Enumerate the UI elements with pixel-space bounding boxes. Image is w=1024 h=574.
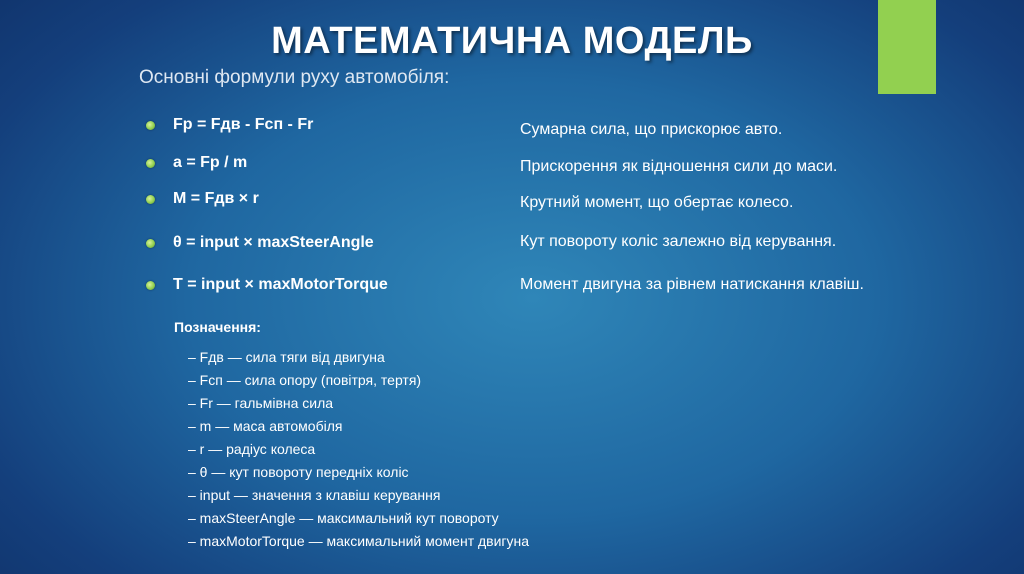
formula-item — [146, 152, 247, 174]
bullet-icon — [146, 121, 155, 130]
formula-text: a = Fр / m — [173, 154, 248, 171]
legend-item: – Fr — гальмівна сила — [188, 395, 334, 411]
legend-item: – Fсп — сила опору (повітря, тертя) — [188, 372, 422, 388]
legend-title: Позначення: — [174, 319, 261, 335]
formula-description: Крутний момент, що обертає колесо. — [520, 194, 794, 211]
slide-subtitle: Основні формули руху автомобіля: — [139, 67, 450, 88]
legend-item: – input — значення з клавіш керування — [188, 487, 441, 503]
bullet-icon — [146, 239, 155, 248]
formula-description: Сумарна сила, що прискорює авто. — [520, 121, 783, 138]
formula-description: Прискорення як відношення сили до маси. — [520, 158, 838, 175]
bullet-icon — [146, 281, 155, 290]
legend-item: – r — радіус колеса — [188, 441, 316, 457]
formula-text: Fр = Fдв - Fсп - Fr — [173, 116, 314, 133]
formula-item — [146, 232, 374, 254]
formula-item — [146, 188, 259, 210]
legend-item: – maxSteerAngle — максимальний кут повороту — [188, 510, 499, 526]
formula-text: M = Fдв × r — [173, 190, 259, 207]
formula-description: Кут повороту коліс залежно від керування. — [520, 233, 837, 250]
legend-item: – θ — кут повороту передніх коліс — [188, 464, 409, 480]
legend-item: – maxMotorTorque — максимальний момент двигуна — [188, 533, 530, 549]
bullet-icon — [146, 195, 155, 204]
bullet-icon — [146, 159, 155, 168]
formula-description: Момент двигуна за рівнем натискання клавіш. — [520, 276, 864, 293]
legend-item: – m — маса автомобіля — [188, 418, 343, 434]
formula-text: T = input × maxMotorTorque — [173, 276, 388, 293]
slide-title: МАТЕМАТИЧНА МОДЕЛЬ — [271, 20, 753, 62]
legend-item: – Fдв — сила тяги від двигуна — [188, 349, 385, 365]
formula-text: θ = input × maxSteerAngle — [173, 234, 374, 251]
formula-item — [146, 114, 313, 136]
formula-item — [146, 274, 388, 296]
